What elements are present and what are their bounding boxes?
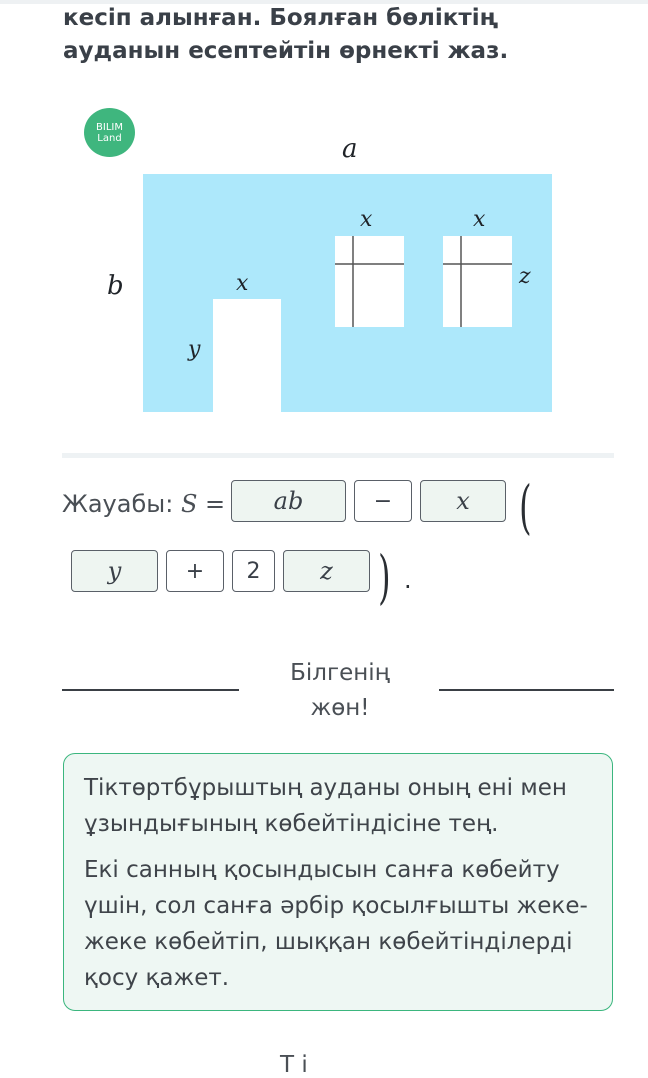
info-paragraph-2: Екі санның қосындысын санға көбейту үшін, сол санға әрбір қосылғышты жеке-жеке көбейтіп, шыққан көбейтінділерді қосу қажет.: [84, 857, 588, 991]
answer-slot-2[interactable]: −: [354, 480, 412, 522]
answer-label-math: S: [180, 490, 198, 518]
task-text-line-2: ауданын есептейтін өрнекті жаз.: [63, 38, 509, 64]
cut-off-text: Т і: [280, 1052, 308, 1078]
label-x-window-1: x: [360, 207, 373, 232]
answer-end-dot: .: [404, 566, 412, 594]
answer-slot-6[interactable]: 2: [232, 550, 275, 592]
window-2: [443, 236, 512, 327]
feedback-title: Білгенің жөн!: [290, 660, 390, 721]
answer-slot-1[interactable]: ab: [231, 480, 346, 522]
bilimland-logo: BILIM Land: [84, 108, 135, 157]
answer-slot-7[interactable]: z: [283, 550, 370, 592]
info-paragraph-1: Тіктөртбұрыштың ауданы оның ені мен ұзындығының көбейтіндісіне тең.: [84, 775, 567, 837]
info-card: [63, 753, 613, 1011]
answer-slot-4[interactable]: y: [71, 550, 158, 592]
answer-label: Жауабы: S =: [62, 490, 226, 518]
open-paren: (: [519, 473, 532, 541]
task-text-line-1: кесіп алынған. Боялған бөліктің: [63, 5, 499, 31]
label-x-cut: x: [236, 271, 249, 296]
answer-slot-5[interactable]: +: [166, 550, 224, 592]
shaded-figure: [0, 0, 648, 460]
label-x-window-2: x: [473, 207, 486, 232]
label-a: a: [342, 134, 358, 164]
window-1: [335, 236, 404, 327]
close-paren: ): [378, 543, 391, 611]
label-b: b: [107, 271, 124, 301]
label-z: z: [519, 264, 531, 289]
cut-rectangle: [213, 299, 281, 412]
feedback-rule-left: [62, 689, 239, 691]
section-divider: [62, 453, 614, 458]
feedback-rule-right: [439, 689, 614, 691]
answer-slot-3[interactable]: x: [420, 480, 506, 522]
label-y: y: [188, 337, 201, 362]
